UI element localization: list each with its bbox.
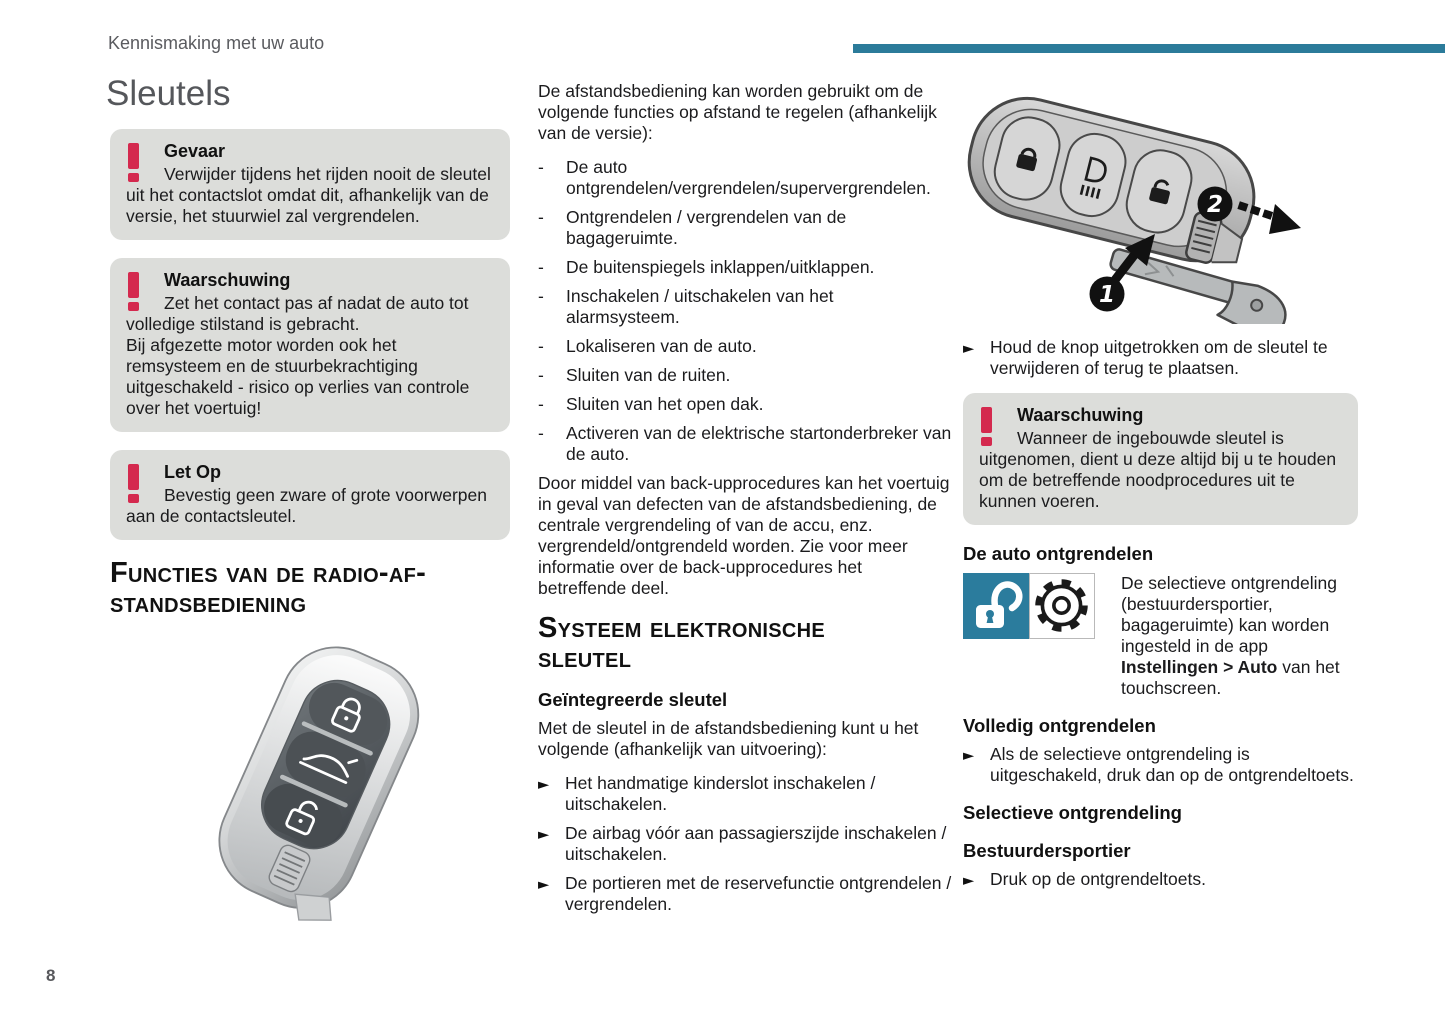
danger-box <box>110 129 510 240</box>
dash-bullet: - <box>538 257 544 277</box>
list-item <box>538 823 952 865</box>
warning-box-text: Wanneer de ingebouwde sleutel is uitgenomen, dient u deze altijd bij u te houden om de betreffende noodprocedures uit te kunnen voeren. <box>979 428 1337 511</box>
right-column <box>963 80 1358 902</box>
integrated-key-actions-list <box>538 773 952 915</box>
list-item <box>538 773 952 815</box>
danger-box-title: Gevaar <box>164 141 226 161</box>
dash-bullet: - <box>538 365 544 385</box>
warning-box-text: Bij afgezette motor worden ook het remsysteem en de stuurbekrachtiging uitgeschakeld - risico op verlies van controle over het voertuig! <box>126 335 470 418</box>
warning-box-title: Waarschuwing <box>1017 405 1144 425</box>
subheading-integrated-key: Geïntegreerde sleutel <box>538 689 728 710</box>
page-number: 8 <box>46 966 56 985</box>
key-blade-diagram <box>963 82 1358 329</box>
subheading-driver-door: Bestuurdersportier <box>963 840 1131 861</box>
list-item <box>538 365 952 386</box>
list-item <box>538 207 952 249</box>
key-blade-diagram-image <box>963 82 1355 324</box>
open-padlock-icon <box>963 573 1029 639</box>
full-unlock-instruction: ► Als de selectieve ontgrendeling is uitgeschakeld, druk dan op de ontgrendeltoets. <box>963 744 1354 785</box>
list-item <box>538 257 952 278</box>
arrow-bullet-icon: ► <box>538 877 550 893</box>
subheading-unlock-car: De auto ontgrendelen <box>963 543 1154 564</box>
list-item-text: Het handmatige kinderslot inschakelen / uitschakelen. <box>565 773 876 814</box>
section-heading-electronic-key: Systeem elektronische sleutel <box>538 612 826 674</box>
list-item <box>538 336 952 357</box>
exclamation-icon <box>981 407 1005 446</box>
list-item-text: Inschakelen / uitschakelen van het alarmsysteem. <box>566 286 834 327</box>
key-fob-image <box>140 634 490 934</box>
selective-unlock-row <box>963 573 1358 699</box>
arrow-bullet-icon: ► <box>963 341 975 357</box>
list-item-text: Ontgrendelen / vergrendelen van de bagageruimte. <box>566 207 847 248</box>
arrow-bullet-icon: ► <box>538 827 550 843</box>
list-item-text: De portieren met de reservefunctie ontgrendelen / vergrendelen. <box>565 873 952 914</box>
dash-bullet: - <box>538 394 544 414</box>
gear-icon <box>1029 573 1095 639</box>
callout-2-number: 2 <box>1206 192 1224 218</box>
dash-bullet: - <box>538 207 544 227</box>
dash-bullet: - <box>538 336 544 356</box>
list-item-text: De airbag vóór aan passagierszijde inschakelen / uitschakelen. <box>565 823 947 864</box>
chapter-header: Kennismaking met uw auto <box>108 33 325 53</box>
list-item <box>538 873 952 915</box>
left-column <box>110 129 510 939</box>
caution-box-title: Let Op <box>164 462 221 482</box>
warning-box <box>110 258 510 432</box>
warning-box-title: Waarschuwing <box>164 270 291 290</box>
selective-unlock-paragraph: De selectieve ontgrendeling (bestuurdersportier, bagageruimte) kan worden ingesteld in de app Instellingen > Auto van het touchscreen. <box>1121 573 1340 698</box>
list-item <box>538 394 952 415</box>
list-item-text: Sluiten van het open dak. <box>566 394 764 414</box>
list-item <box>538 286 952 328</box>
page-title: Sleutels <box>106 74 231 113</box>
driver-door-instruction: ► Druk op de ontgrendeltoets. <box>963 869 1358 892</box>
list-item-text: Sluiten van de ruiten. <box>566 365 731 385</box>
subheading-full-unlock: Volledig ontgrendelen <box>963 715 1156 736</box>
list-item-text: De auto ontgrendelen/vergrendelen/supervergrendelen. <box>566 157 931 198</box>
list-item <box>538 423 952 465</box>
danger-box-text: Verwijder tijdens het rijden nooit de sleutel uit het contactslot omdat dit, afhankelijk van de versie, het stuurwiel zal vergrendelen. <box>126 164 491 226</box>
remote-intro-paragraph: De afstandsbediening kan worden gebruikt om de volgende functies op afstand te regelen (afhankelijk van de versie): <box>538 81 937 143</box>
arrow-bullet-icon: ► <box>963 748 975 764</box>
list-item <box>538 157 952 199</box>
remote-key-photo <box>140 634 510 939</box>
exclamation-icon <box>128 143 152 182</box>
caution-box-text: Bevestig geen zware of grote voorwerpen aan de contactsleutel. <box>126 485 487 526</box>
list-item-text: De buitenspiegels inklappen/uitklappen. <box>566 257 875 277</box>
exclamation-icon <box>128 272 152 311</box>
dash-bullet: - <box>538 286 544 306</box>
subheading-selective-unlock: Selectieve ontgrendeling <box>963 802 1182 823</box>
warning-box-text: Zet het contact pas af nadat de auto tot volledige stilstand is gebracht. <box>126 293 469 334</box>
arrow-bullet-icon: ► <box>963 873 975 889</box>
middle-column <box>538 81 952 923</box>
backup-paragraph: Door middel van back-upprocedures kan het voertuig in geval van defecten van de afstandsbediening, de centrale vergrendeling of van de accu, enz. vergrendeld/ontgrendeld worden. Zie voor meer informatie over de back-upprocedures het betreffende deel. <box>538 473 950 598</box>
dash-bullet: - <box>538 157 544 177</box>
callout-1-number: 1 <box>1098 282 1116 308</box>
exclamation-icon <box>128 464 152 503</box>
list-item-text: Activeren van de elektrische startonderbreker van de auto. <box>566 423 952 464</box>
remote-functions-list <box>538 157 952 465</box>
caution-box <box>110 450 510 540</box>
app-path: Instellingen > Auto <box>1121 657 1278 677</box>
integrated-key-paragraph: Met de sleutel in de afstandsbediening kunt u het volgende (afhankelijk van uitvoering): <box>538 718 919 759</box>
section-heading-remote-functions: Functies van de radio-af- standsbediening <box>110 557 427 619</box>
warning-box-right <box>963 393 1358 525</box>
accent-bar <box>853 44 1445 53</box>
arrow-bullet-icon: ► <box>538 777 550 793</box>
list-item-text: Lokaliseren van de auto. <box>566 336 757 356</box>
remove-key-instruction: ► Houd de knop uitgetrokken om de sleutel te verwijderen of terug te plaatsen. <box>963 337 1328 378</box>
dash-bullet: - <box>538 423 544 443</box>
